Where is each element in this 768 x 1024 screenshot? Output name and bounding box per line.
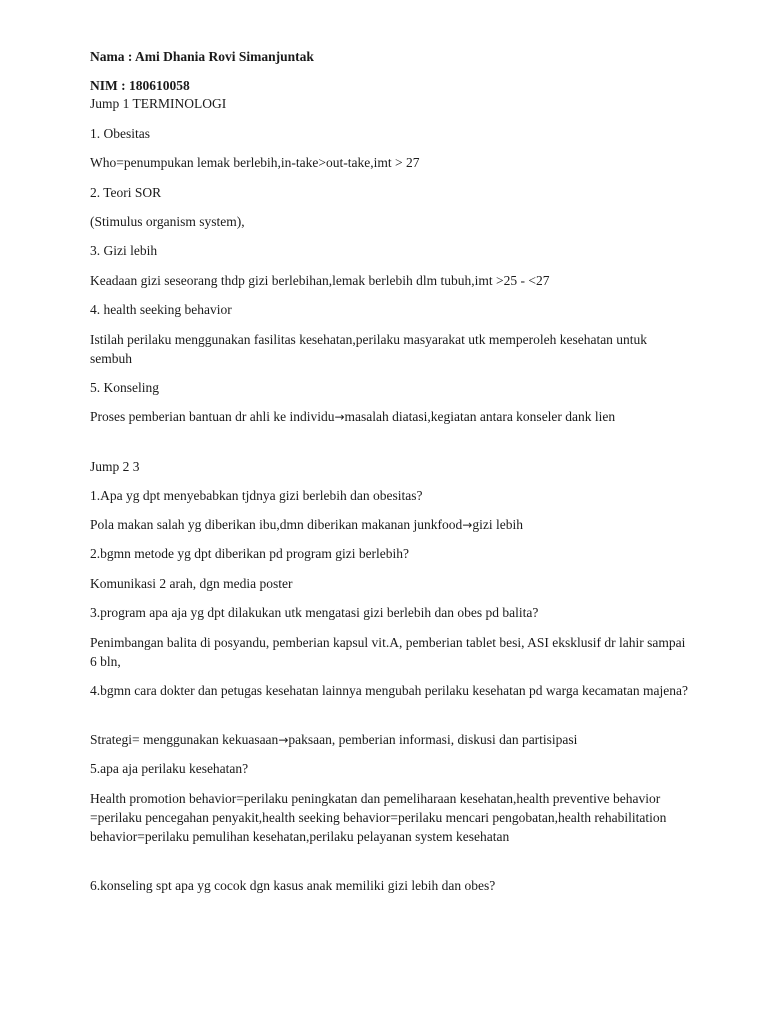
term-5-heading: 5. Konseling — [90, 380, 159, 395]
term-3-text: Keadaan gizi seseorang thdp gizi berlebihan,lemak berlebih dlm tubuh,imt >25 - <27 — [90, 273, 550, 288]
question-3: 3.program apa aja yg dpt dilakukan utk mengatasi gizi berlebih dan obes pd balita? — [90, 605, 539, 620]
question-1: 1.Apa yg dpt menyebabkan tjdnya gizi berlebih dan obesitas? — [90, 488, 423, 503]
arrow-icon: → — [278, 733, 289, 747]
arrow-icon: → — [462, 518, 473, 532]
question-6: 6.konseling spt apa yg cocok dgn kasus anak memiliki gizi lebih dan obes? — [90, 878, 496, 893]
term-1-heading: 1. Obesitas — [90, 126, 150, 141]
answer-5: Health promotion behavior=perilaku peningkatan dan pemeliharaan kesehatan,health preventive behavior =perilaku pencegahan penyakit,health seeking behavior=perilaku mencari pengobatan,health rehabilitation behavior=perilaku pemulihan kesehatan,perilaku pelayanan system kesehatan — [90, 791, 667, 844]
student-name: Nama : Ami Dhania Rovi Simanjuntak — [90, 49, 314, 64]
answer-4: Strategi= menggunakan kekuasaan→paksaan, pemberian informasi, diskusi dan partisipasi — [90, 732, 578, 747]
jump1-title: Jump 1 TERMINOLOGI — [90, 96, 227, 111]
question-4: 4.bgmn cara dokter dan petugas kesehatan lainnya mengubah perilaku kesehatan pd warga kecamatan majena? — [90, 683, 689, 698]
question-2: 2.bgmn metode yg dpt diberikan pd program gizi berlebih? — [90, 546, 410, 561]
arrow-icon: → — [334, 410, 345, 424]
jump23-title: Jump 2 3 — [90, 459, 140, 474]
term-4-text: Istilah perilaku menggunakan fasilitas kesehatan,perilaku masyarakat utk memperoleh kesehatan untuk sembuh — [90, 332, 648, 366]
term-3-heading: 3. Gizi lebih — [90, 243, 158, 258]
term-5-text: Proses pemberian bantuan dr ahli ke individu→masalah diatasi,kegiatan antara konseler dank lien — [90, 409, 616, 424]
question-5: 5.apa aja perilaku kesehatan? — [90, 761, 249, 776]
student-nim: NIM : 180610058 — [90, 78, 190, 93]
answer-1: Pola makan salah yg diberikan ibu,dmn diberikan makanan junkfood→gizi lebih — [90, 517, 523, 532]
term-4-heading: 4. health seeking behavior — [90, 302, 232, 317]
answer-3: Penimbangan balita di posyandu, pemberian kapsul vit.A, pemberian tablet besi, ASI eksklusif dr lahir sampai 6 bln, — [90, 635, 686, 669]
term-2-heading: 2. Teori SOR — [90, 185, 162, 200]
answer-2: Komunikasi 2 arah, dgn media poster — [90, 576, 293, 591]
term-2-text: (Stimulus organism system), — [90, 214, 245, 229]
term-1-text: Who=penumpukan lemak berlebih,in-take>out-take,imt > 27 — [90, 155, 420, 170]
